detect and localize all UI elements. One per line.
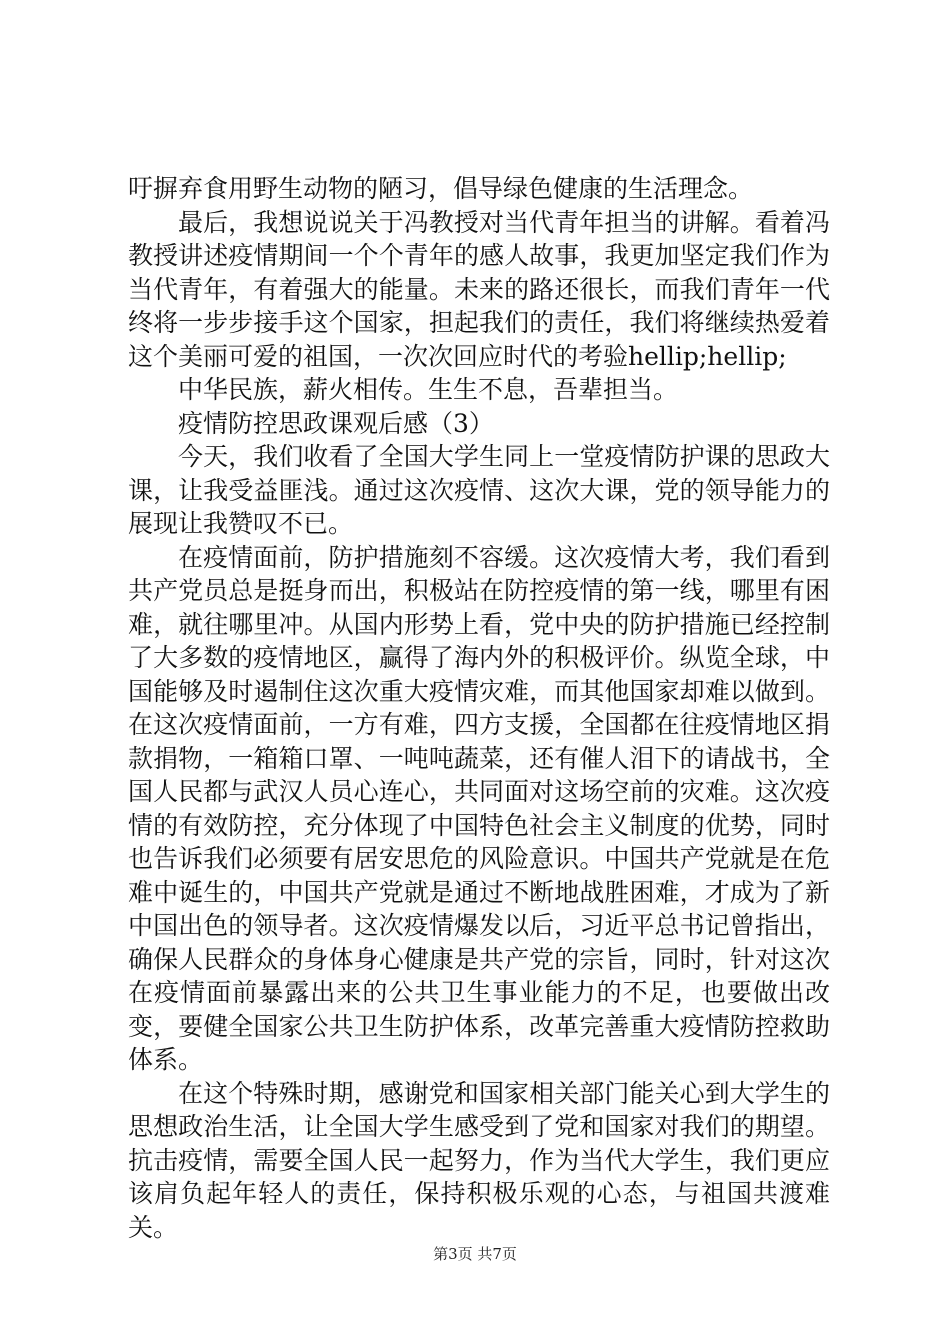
paragraph-body: 在疫情面前，防护措施刻不容缓。这次疫情大考，我们看到共产党员总是挺身而出，积极站在防控疫情的第一线，哪里有困难，就往哪里冲。从国内形势上看，党中央的防护措施已经控制了大多数的疫情地区，赢得了海内外的积极评价。纵览全球，中国能够及时遏制住这次重大疫情灾难，而其他国家却难以做到。在这次疫情面前，一方有难，四方支援，全国都在往疫情地区捐款捐物，一箱箱口罩、一吨吨蔬菜，还有催人泪下的请战书，全国人民都与武汉人员心连心，共同面对这场空前的灾难。这次疫情的有效防控，充分体现了中国特色社会主义制度的优势，同时也告诉我们必须要有居安思危的风险意识。中国共产党就是在危难中诞生的，中国共产党就是通过不断地战胜困难，才成为了新中国出色的领导者。这次疫情爆发以后，习近平总书记曾指出，确保人民群众的身体身心健康是共产党的宗旨，同时，针对这次在疫情面前暴露出来的公共卫生事业能力的不足，也要做出改变，要健全国家公共卫生防护体系，改革完善重大疫情防控救助体系。 [128, 542, 830, 1074]
document-body [128, 172, 830, 1244]
paragraph-continuation: 吁摒弃食用野生动物的陋习，倡导绿色健康的生活理念。 [128, 174, 754, 203]
paragraph-motto: 中华民族，薪火相传。生生不息，吾辈担当。 [178, 375, 679, 404]
paragraph-conclusion: 在这个特殊时期，感谢党和国家相关部门能关心到大学生的思想政治生活，让全国大学生感受到了党和国家对我们的期望。抗击疫情，需要全国人民一起努力，作为当代大学生，我们更应该肩负起年轻人的责任，保持积极乐观的心态，与祖国共渡难关。 [128, 1078, 830, 1242]
page-number-footer: 第3页 共7页 [433, 1245, 517, 1263]
section-heading: 疫情防控思政课观后感（3） [178, 408, 494, 438]
paragraph-youth-responsibility: 最后，我想说说关于冯教授对当代青年担当的讲解。看着冯教授讲述疫情期间一个个青年的感人故事，我更加坚定我们作为当代青年，有着强大的能量。未来的路还很长，而我们青年一代终将一步步接手这个国家，担起我们的责任，我们将继续热爱着这个美丽可爱的祖国，一次次回应时代的考验hellip;hellip; [128, 207, 830, 371]
paragraph-intro: 今天，我们收看了全国大学生同上一堂疫情防护课的思政大课，让我受益匪浅。通过这次疫情、这次大课，党的领导能力的展现让我赞叹不已。 [128, 442, 830, 538]
